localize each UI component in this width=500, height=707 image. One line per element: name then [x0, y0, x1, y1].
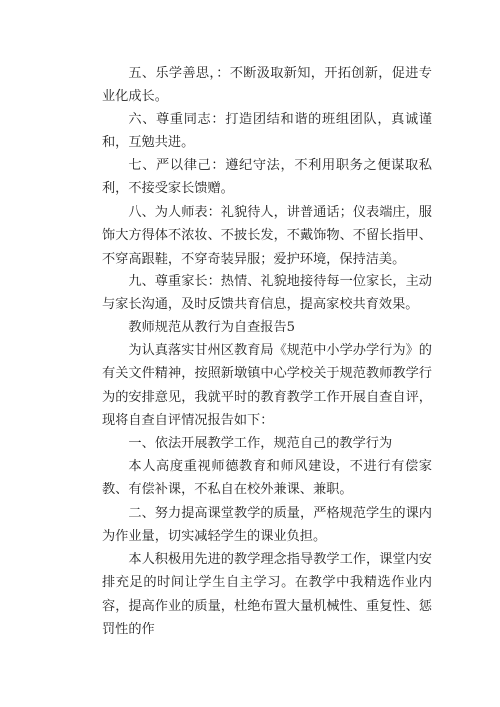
- paragraph-item-8: 八、为人师表：礼貌待人，讲普通话；仪表端庄，服饰大方得体不浓妆、不披长发，不戴饰物、不留长指甲、不穿高跟鞋，不穿奇装异服；爱护环境，保持洁美。: [102, 205, 432, 267]
- body-paragraph-2: 本人积极用先进的教学理念指导教学工作，课堂内安排充足的时间让学生自主学习。在教学中我精选作业内容，提高作业的质量，杜绝布置大量机械性、重复性、惩罚性的作: [102, 552, 432, 637]
- intro-paragraph: 为认真落实甘州区教育局《规范中小学办学行为》的有关文件精神，按照新墩镇中心学校关于规范教师教学行为的安排意见，我就平时的教育教学工作开展自查自评，现将自查自评情况报告如下：: [102, 343, 432, 428]
- paragraph-item-7: 七、严以律己：遵纪守法，不利用职务之便谋取私利，不接受家长馈赠。: [102, 158, 432, 197]
- section-title: 教师规范从教行为自查报告5: [128, 320, 296, 335]
- body-paragraph-1: 本人高度重视师德教育和师风建设，不进行有偿家教、有偿补课，不私自在校外兼课、兼职。: [102, 459, 432, 498]
- paragraph-item-9: 九、尊重家长：热情、礼貌地接待每一位家长，主动与家长沟通，及时反馈共育信息，提高家校共育效果。: [102, 274, 432, 313]
- heading-1: 一、依法开展教学工作，规范自己的教学行为: [128, 436, 393, 451]
- paragraph-item-5: 五、乐学善思，：不断汲取新知，开拓创新，促进专业化成长。: [102, 66, 432, 105]
- heading-2: 二、努力提高课堂教学的质量，严格规范学生的课内为作业量，切实减轻学生的课业负担。: [102, 506, 432, 545]
- paragraph-item-6: 六、尊重同志：打造团结和谐的班组团队，真诚谨和，互勉共进。: [102, 112, 432, 151]
